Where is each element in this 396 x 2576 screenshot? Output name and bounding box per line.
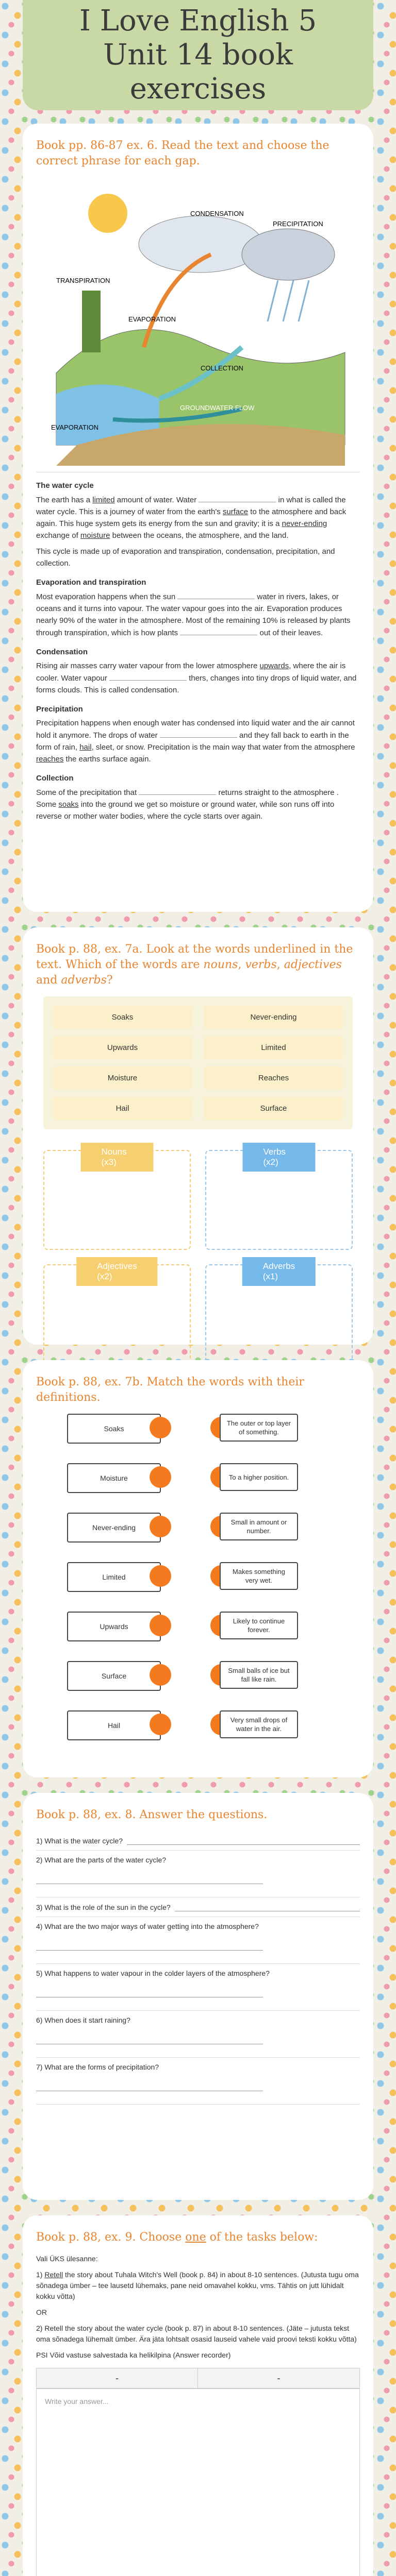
exercise-8-heading: Book p. 88, ex. 8. Answer the questions.: [36, 1808, 268, 1821]
gap-2[interactable]: [177, 590, 255, 599]
heading-precipitation: Precipitation: [36, 705, 83, 714]
match-definition[interactable]: Very small drops of water in the air.: [220, 1710, 298, 1738]
heading-evaporation: Evaporation and transpiration: [36, 578, 146, 587]
exercise-7b-heading: Book p. 88, ex. 7b. Match the words with their definitions.: [36, 1376, 304, 1404]
match-word-hail[interactable]: Hail: [67, 1710, 161, 1740]
gap-4[interactable]: [109, 672, 187, 681]
match-row: [36, 1710, 360, 1747]
editor-toolbar: [36, 2368, 360, 2388]
answer-field[interactable]: [127, 1836, 360, 1845]
exercise-8-card: [23, 1793, 373, 2200]
diagram-label-precipitation: PRECIPITATION: [273, 220, 323, 228]
exercise-6-heading: Book pp. 86-87 ex. 6. Read the text and choose the correct phrase for each gap.: [36, 139, 329, 167]
match-row: [36, 1562, 360, 1598]
question-2: 2) What are the parts of the water cycle?: [36, 1851, 360, 1897]
matching-area: [36, 1414, 360, 1769]
page-title: I Love English 5 Unit 14 book exercises: [23, 0, 373, 110]
reading-text: [36, 480, 360, 822]
drop-zone-adjectives[interactable]: [43, 1261, 191, 1364]
reading-paragraph-1: The earth has a limited amount of water. Water in what is called the water cycle. This is a journey of water from the earth's surface to the atmosphere and back again. This huge system gets its energy from the sun and gravity; it is a never-ending exchange of moisture between the oceans, the atmosphere, and the land.: [36, 494, 360, 541]
question-3: 3) What is the role of the sun in the cycle?: [36, 1897, 360, 1917]
psi-note: PSI Võid vastuse salvestada ka helikilpina (Answer recorder): [36, 2351, 231, 2359]
question-4: 4) What are the two major ways of water getting into the atmosphere?: [36, 1917, 360, 1964]
match-row: [36, 1463, 360, 1499]
drop-zone-adverbs[interactable]: [205, 1261, 353, 1364]
task-instructions: [36, 2253, 360, 2361]
match-row: [36, 1513, 360, 1549]
match-word-limited[interactable]: Limited: [67, 1562, 161, 1592]
word-soaks[interactable]: Soaks: [53, 1006, 192, 1029]
heading-collection: Collection: [36, 774, 74, 783]
match-definition[interactable]: The outer or top layer of something.: [220, 1414, 298, 1442]
answer-field[interactable]: [36, 1989, 263, 1997]
match-definition[interactable]: Small balls of ice but fall like rain.: [220, 1661, 298, 1689]
diagram-label-condensation: CONDENSATION: [190, 210, 244, 217]
answer-textarea[interactable]: Write your answer...: [36, 2388, 360, 2576]
choose-label: Vali ÜKS ülesanne:: [36, 2255, 98, 2263]
word-limited[interactable]: Limited: [204, 1036, 343, 1059]
gap-1[interactable]: [199, 494, 276, 502]
gap-3[interactable]: [180, 626, 257, 635]
page: [23, 0, 373, 2576]
question-7: 7) What are the forms of precipitation?: [36, 2058, 360, 2105]
match-word-soaks[interactable]: Soaks: [67, 1414, 161, 1444]
or-label: OR: [36, 2308, 47, 2316]
diagram-label-evaporation: EVAPORATION: [128, 315, 176, 323]
word-surface[interactable]: Surface: [204, 1097, 343, 1120]
match-row: [36, 1414, 360, 1450]
reading-paragraph-6: Some of the precipitation that returns straight to the atmosphere . Some soaks into the ground we get so moisture or ground water, while son runs off into reverse or mother water bodies, where the cycle starts over again.: [36, 786, 360, 822]
answer-field[interactable]: [36, 2036, 263, 2044]
connector-dot[interactable]: [150, 1565, 171, 1587]
word-hail[interactable]: Hail: [53, 1097, 192, 1120]
adverbs-label: Adverbs (x1): [242, 1257, 316, 1286]
answer-field[interactable]: [175, 1903, 360, 1911]
exercise-9-heading: Book p. 88, ex. 9. Choose one of the tasks below:: [36, 2231, 318, 2244]
diagram-label-collection: COLLECTION: [201, 364, 244, 372]
reading-paragraph-5: Precipitation happens when enough water has condensed into liquid water and the air cannot hold it anymore. The drops of water and they fall back to earth in the form of rain, hail, sleet, or snow. Precipitation is the main way that water from the atmosphere reaches the earths surface again.: [36, 719, 355, 764]
water-cycle-diagram: [46, 177, 350, 466]
word-moisture[interactable]: Moisture: [53, 1066, 192, 1090]
exercise-7a-heading: Book p. 88, ex. 7a. Look at the words underlined in the text. Which of the words are nouns, verbs, adjectives and adverbs?: [36, 943, 353, 987]
question-6: 6) When does it start raining?: [36, 2011, 360, 2058]
answer-field[interactable]: [36, 1942, 263, 1951]
connector-dot[interactable]: [150, 1516, 171, 1537]
word-bank: [43, 996, 353, 1129]
connector-dot[interactable]: [150, 1664, 171, 1686]
reading-title: The water cycle: [36, 481, 94, 490]
match-word-moisture[interactable]: Moisture: [67, 1463, 161, 1493]
match-row: [36, 1612, 360, 1648]
water-cycle-illustration: [46, 177, 350, 466]
adjectives-label: Adjectives (x2): [76, 1257, 157, 1286]
connector-dot[interactable]: [150, 1466, 171, 1488]
toolbar-tab-1[interactable]: -: [37, 2368, 198, 2388]
gap-5[interactable]: [160, 729, 237, 738]
connector-dot[interactable]: [150, 1615, 171, 1636]
connector-dot[interactable]: [150, 1417, 171, 1438]
question-1: 1) What is the water cycle?: [36, 1831, 360, 1851]
toolbar-tab-2[interactable]: -: [277, 2372, 280, 2383]
match-definition[interactable]: Small in amount or number.: [220, 1513, 298, 1540]
word-upwards[interactable]: Upwards: [53, 1036, 192, 1059]
match-definition[interactable]: Makes something very wet.: [220, 1562, 298, 1590]
exercise-7b-card: [23, 1360, 373, 1777]
category-drop-zones: [43, 1147, 353, 1364]
question-5: 5) What happens to water vapour in the colder layers of the atmosphere?: [36, 1964, 360, 2011]
diagram-label-groundwater: GROUNDWATER FLOW: [180, 404, 255, 412]
heading-condensation: Condensation: [36, 648, 88, 656]
match-definition[interactable]: To a higher position.: [220, 1463, 298, 1491]
drop-zone-verbs[interactable]: [205, 1147, 353, 1250]
exercise-9-card: [23, 2215, 373, 2576]
answer-field[interactable]: [36, 2082, 263, 2091]
match-row: [36, 1661, 360, 1697]
reading-paragraph-2: This cycle is made up of evaporation and transpiration, condensation, precipitation, and collection.: [36, 547, 335, 568]
task-2: 2) Retell the story about the water cycle (book p. 87) in about 8-10 sentences. (Jäte – jutusta tekst oma sõnadega lühemalt ümber. Ära jäta lohtsalt osasid lauseid vahele vaid proovi teksti kokku võtta): [36, 2324, 357, 2343]
diagram-label-transpiration: TRANSPIRATION: [56, 277, 110, 284]
match-word-upwards[interactable]: Upwards: [67, 1612, 161, 1641]
reading-paragraph-3: Most evaporation happens when the sun water in rivers, lakes, or oceans and it turns into vapour. The water vapour goes into the air. Evaporation produces nearly 90% of the water in the atmosphere. Most of the remaining 10% is released by plants through transpiration, which is how plants out of their leaves.: [36, 590, 360, 639]
nouns-label: Nouns (x3): [81, 1143, 154, 1172]
match-definition[interactable]: Likely to continue forever.: [220, 1612, 298, 1639]
word-never-ending[interactable]: Never-ending: [204, 1006, 343, 1029]
answer-field[interactable]: [36, 1875, 263, 1884]
gap-6[interactable]: [139, 786, 216, 795]
drop-zone-nouns[interactable]: [43, 1147, 191, 1250]
word-reaches[interactable]: Reaches: [204, 1066, 343, 1090]
reading-paragraph-4: Rising air masses carry water vapour from the lower atmosphere upwards, where the air is cooler. Water vapour thers, changes into tiny drops of liquid water, and forms clouds. This is called condensation.: [36, 662, 357, 694]
match-word-never-ending[interactable]: Never-ending: [67, 1513, 161, 1543]
diagram-label-evaporation-2: EVAPORATION: [51, 423, 98, 431]
match-word-surface[interactable]: Surface: [67, 1661, 161, 1691]
verbs-label: Verbs (x2): [243, 1143, 316, 1172]
exercise-6-card: [23, 124, 373, 912]
connector-dot[interactable]: [150, 1714, 171, 1735]
exercise-7a-card: [23, 927, 373, 1345]
task-1: 1) Retell the story about Tuhala Witch's Well (book p. 84) in about 8-10 sentences. (Jutusta tugu oma sõnadega ümber – tee lausetd lühemaks, pane neid omavahel kokku, vms. Tähtis on jutt lühidalt kokku võtta): [36, 2270, 359, 2300]
